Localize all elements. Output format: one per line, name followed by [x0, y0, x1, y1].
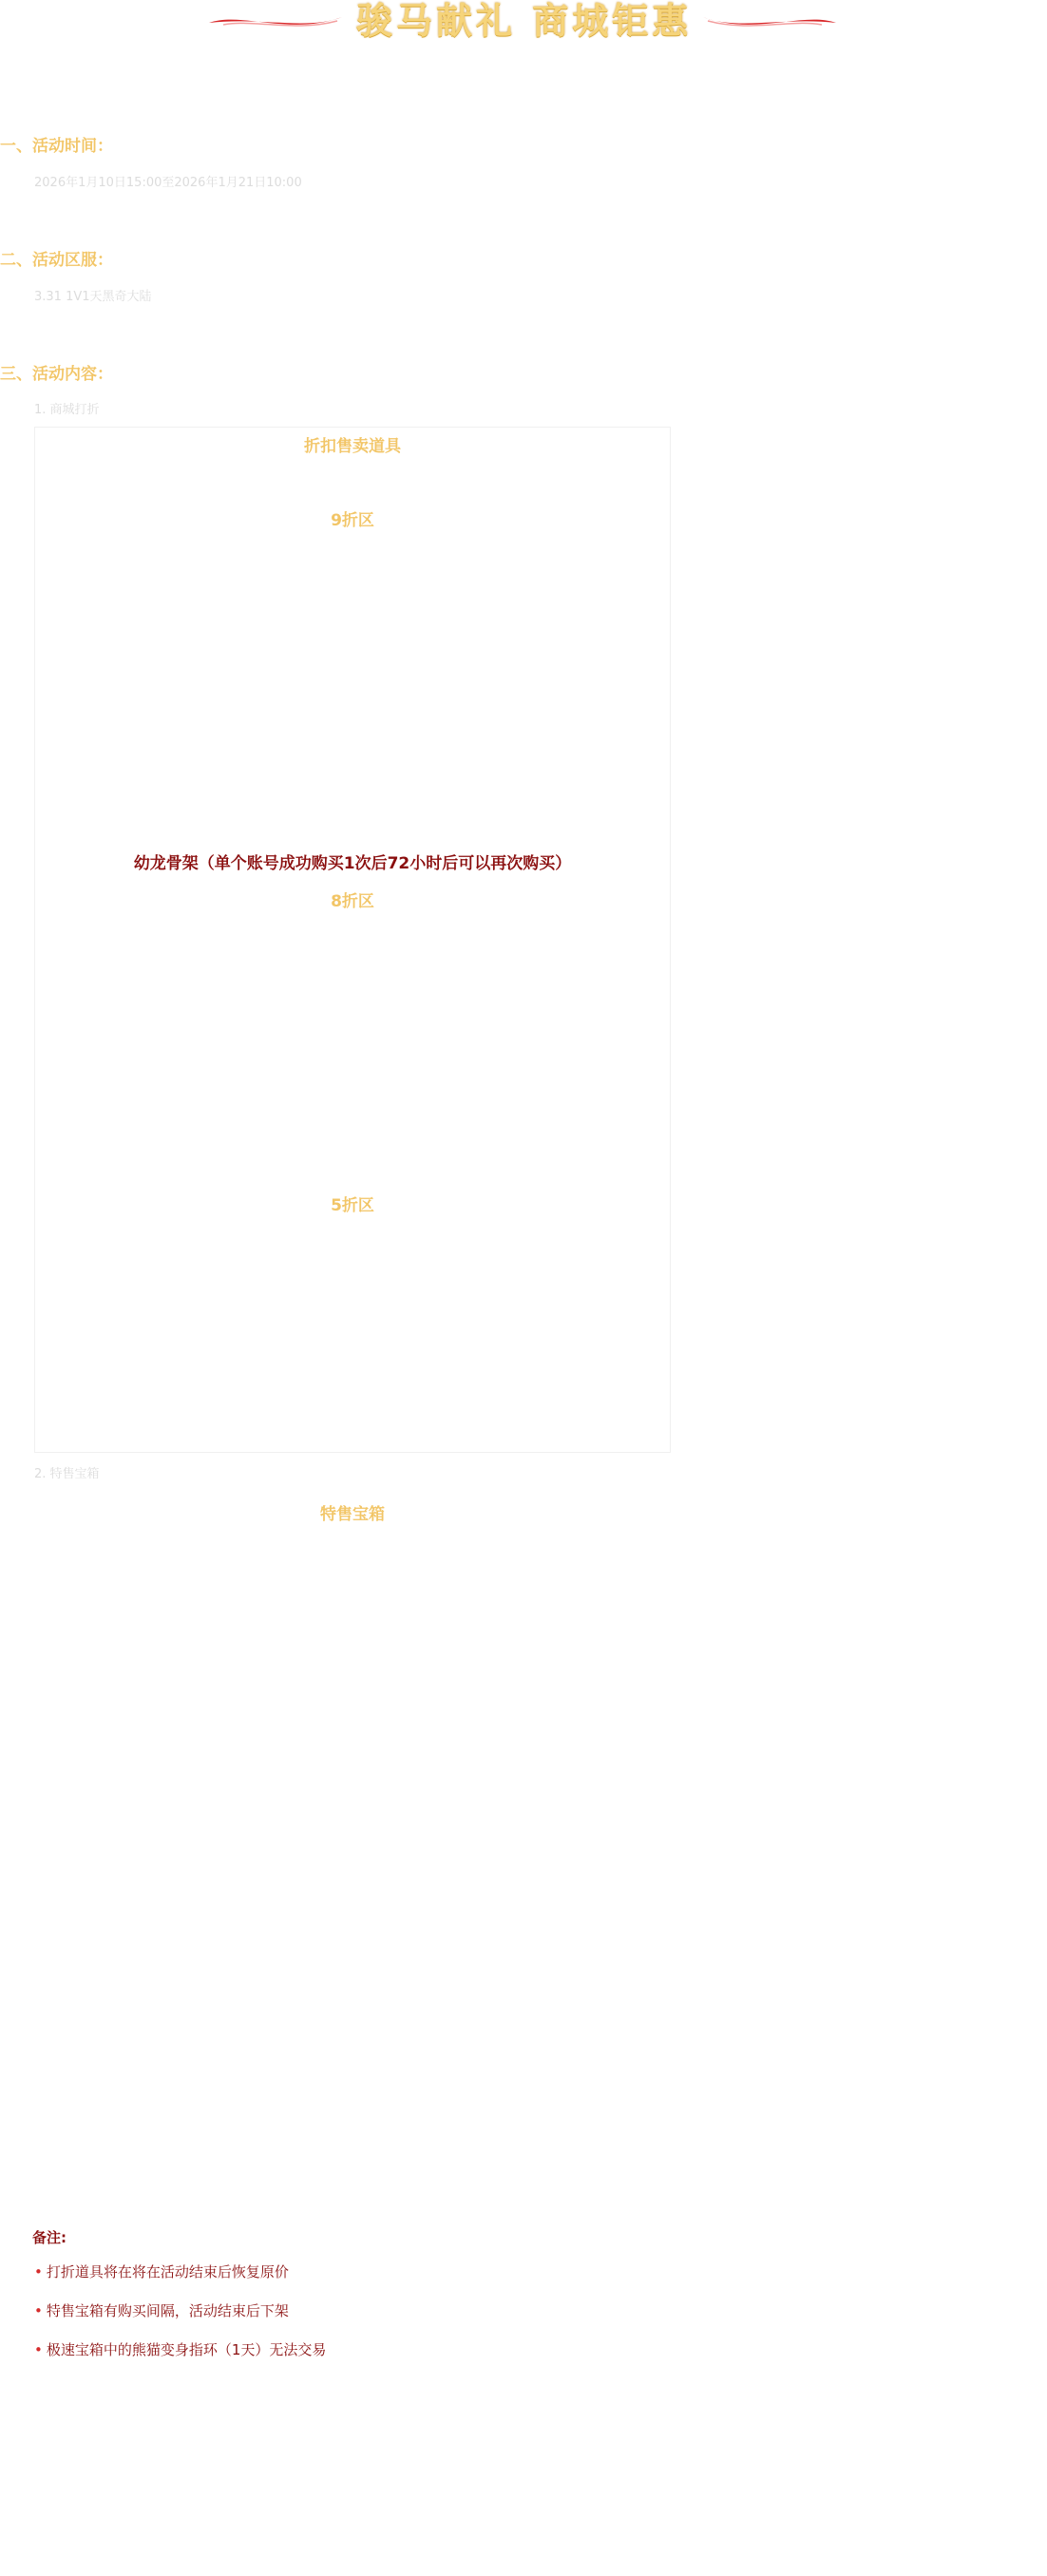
chest-heading: 特售宝箱	[320, 1505, 385, 1524]
banner-title: 骏马献礼 商城钜惠	[356, 0, 693, 42]
activity-content-title: 三、活动内容：	[0, 365, 113, 384]
content-sub1: 1. 商城打折	[34, 403, 100, 417]
note-item	[34, 2262, 289, 2281]
content-sub2: 2. 特售宝箱	[34, 1467, 100, 1481]
left-ribbon-icon	[204, 8, 347, 36]
activity-time-text: 2026年1月10日15:00至2026年1月21日10:00	[34, 176, 302, 190]
header-banner	[0, 0, 1047, 48]
note-text: 极速宝箱中的熊猫变身指环（1天）无法交易	[46, 2341, 327, 2358]
zone-9-label: 9折区	[331, 511, 374, 530]
special-item-note: 幼龙骨架（单个账号成功购买1次后72小时后可以再次购买）	[133, 854, 572, 873]
zone-5-label: 5折区	[331, 1196, 374, 1215]
bullet-icon: •	[34, 2341, 43, 2358]
bullet-icon: •	[34, 2302, 43, 2319]
note-item	[34, 2340, 326, 2359]
note-item	[34, 2301, 289, 2320]
notes-title: 备注:	[32, 2229, 67, 2246]
zone-8-label: 8折区	[331, 892, 374, 911]
discount-heading: 折扣售卖道具	[304, 437, 401, 456]
activity-time-title: 一、活动时间：	[0, 137, 113, 156]
note-text: 打折道具将在将在活动结束后恢复原价	[46, 2263, 289, 2280]
activity-server-text: 3.31 1V1天黑奇大陆	[34, 290, 152, 304]
discount-panel	[34, 427, 671, 1453]
activity-server-title: 二、活动区服：	[0, 251, 113, 270]
note-text: 特售宝箱有购买间隔，活动结束后下架	[46, 2302, 289, 2319]
right-ribbon-icon	[698, 8, 841, 36]
bullet-icon: •	[34, 2263, 43, 2280]
